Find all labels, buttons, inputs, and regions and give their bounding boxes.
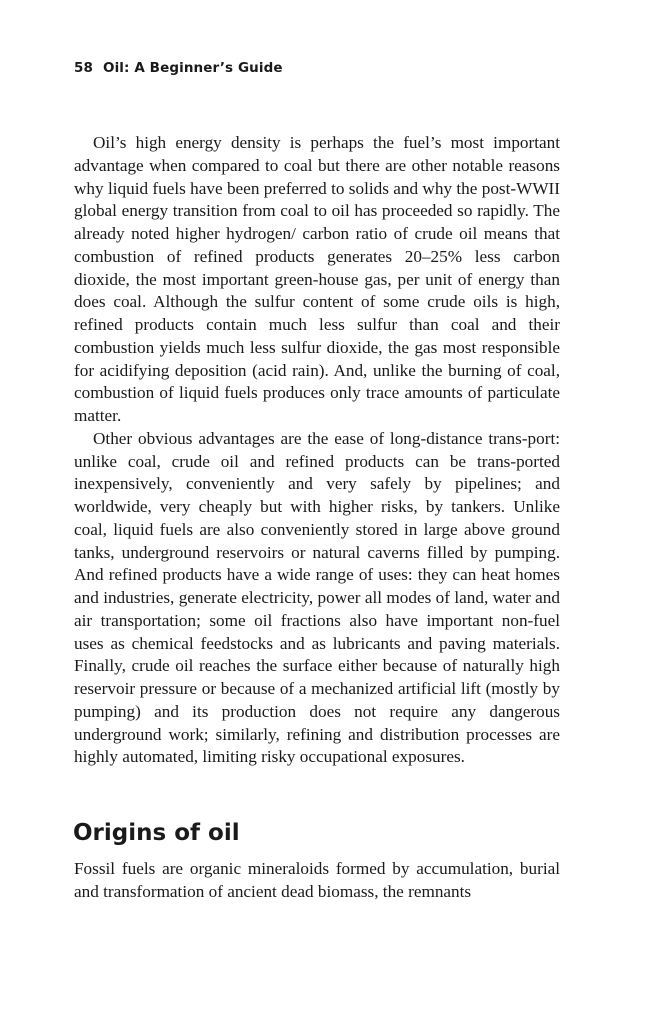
body-text bbox=[74, 132, 560, 769]
paragraph: Other obvious advantages are the ease of long-distance trans-port: unlike coal, crude oil and refined products can be trans-ported inexpensively, conveniently and very safely by pipelines; and worldwide, very cheaply but with higher risks, by tankers. Unlike coal, liquid fuels are also conveniently stored in large above ground tanks, underground reservoirs or natural caverns filled by pumping. And refined products have a wide range of uses: they can heat homes and industries, generate electricity, power all modes of land, water and air transportation; some oil fractions also have important non-fuel uses as chemical feedstocks and as lubricants and paving materials. Finally, crude oil reaches the surface either because of naturally high reservoir pressure or because of a mechanized artificial lift (mostly by pumping) and its production does not require any dangerous underground work; similarly, refining and distribution processes are highly automated, limiting risky occupational exposures. bbox=[74, 428, 560, 767]
running-head bbox=[74, 60, 283, 76]
paragraph: Oil’s high energy density is perhaps the fuel’s most important advantage when compared to coal but there are other notable reasons why liquid fuels have been preferred to solids and why the post-WWII global energy transition from coal to oil has proceeded so rapidly. The already noted higher hydrogen/ carbon ratio of crude oil means that combustion of refined products generates 20–25% less carbon dioxide, the most important green-house gas, per unit of energy than does coal. Although the sulfur content of some crude oils is high, refined products contain much less sulfur than coal and their combustion yields much less sulfur dioxide, the gas most responsible for acidifying deposition (acid rain). And, unlike the burning of coal, combustion of liquid fuels produces only trace amounts of particulate matter. bbox=[74, 133, 560, 425]
paragraph: Fossil fuels are organic mineraloids formed by accumulation, burial and transformation of ancient dead biomass, the remnants bbox=[74, 859, 560, 901]
page-number: 58 bbox=[74, 60, 93, 76]
section-heading: Origins of oil bbox=[73, 820, 240, 846]
book-title: Oil: A Beginner’s Guide bbox=[103, 60, 283, 76]
section-body bbox=[74, 858, 560, 904]
